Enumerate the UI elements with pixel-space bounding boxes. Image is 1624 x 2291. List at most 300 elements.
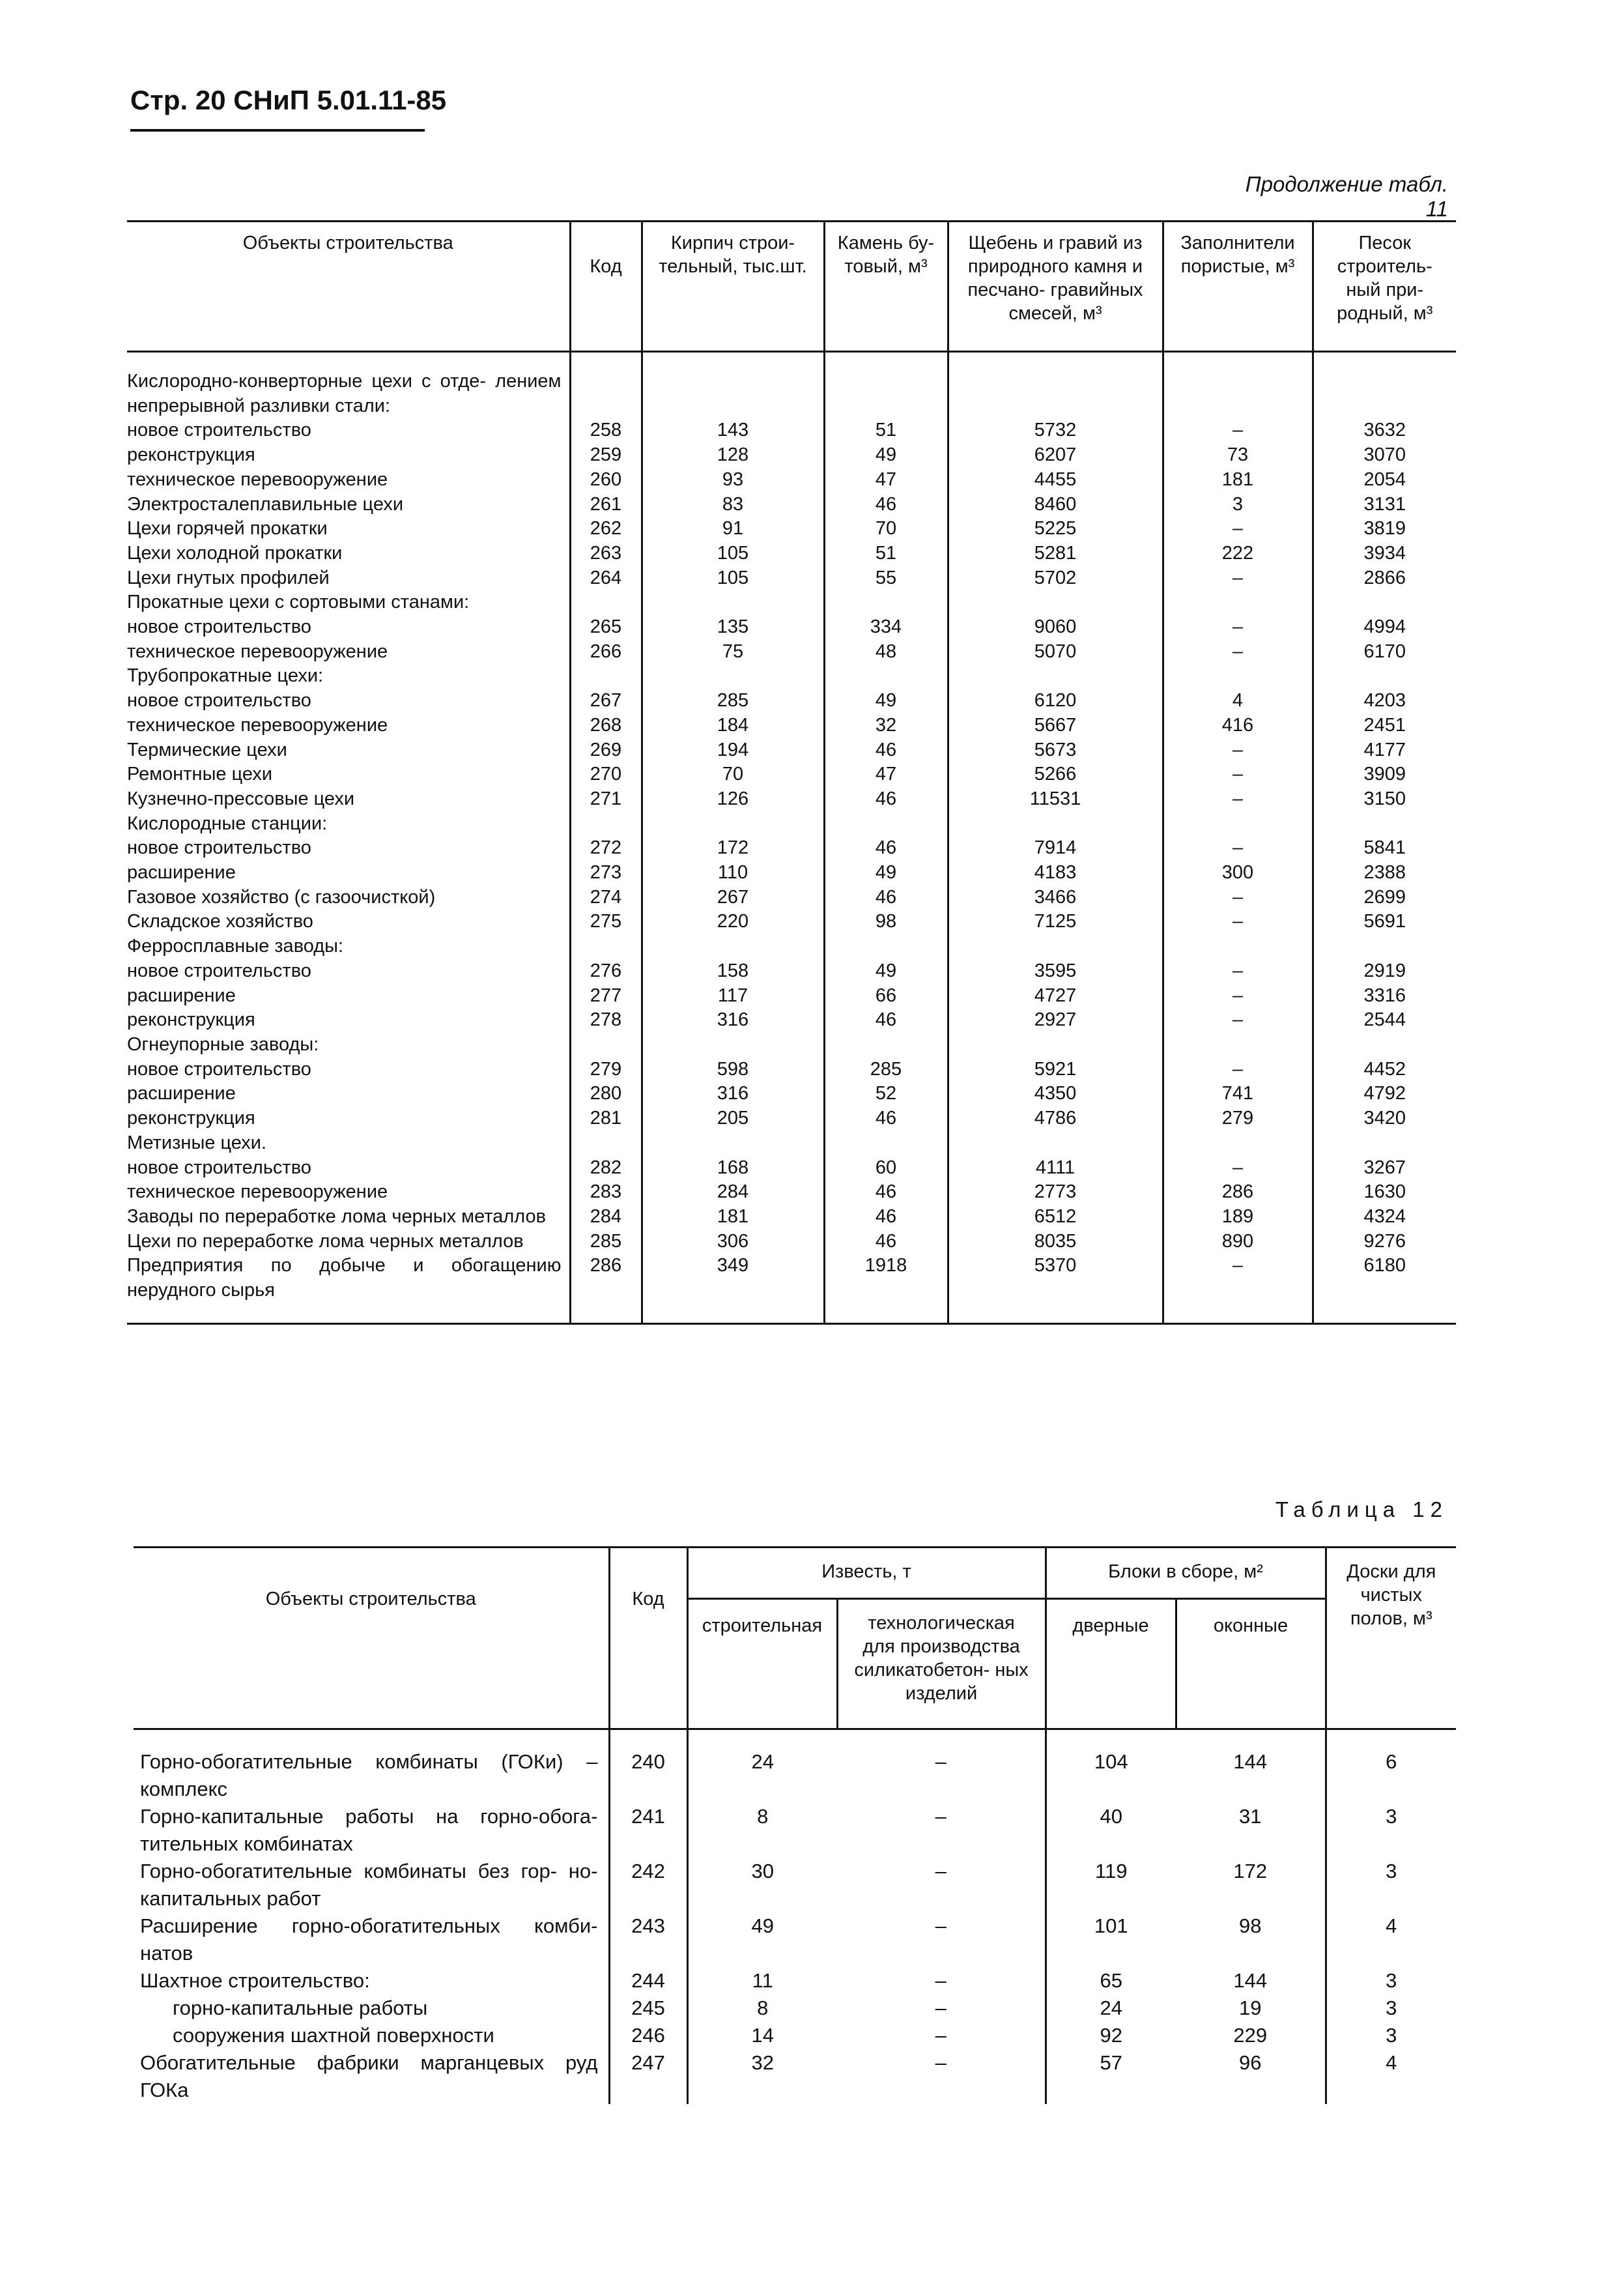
row-gravel xyxy=(948,1131,1163,1156)
row-gravel: 5673 xyxy=(948,738,1163,763)
header-rule xyxy=(130,129,425,132)
row-object-name: техническое перевооружение xyxy=(127,640,570,665)
row-gravel: 5702 xyxy=(948,566,1163,591)
row-lime_b: 49 xyxy=(751,1914,774,1937)
table-row xyxy=(127,886,1456,910)
row-brick: 316 xyxy=(642,1008,824,1033)
table-row xyxy=(127,787,1456,812)
row-gravel: 5921 xyxy=(948,1058,1163,1082)
table-row xyxy=(127,1106,1456,1131)
row-brick: 75 xyxy=(642,640,824,665)
row-sand: 9276 xyxy=(1363,1230,1406,1252)
row-lime_t: – xyxy=(837,1729,1046,1804)
row-stone: 66 xyxy=(824,984,948,1009)
table-row xyxy=(127,468,1456,493)
t12-col-lime-tech: технологическая для производства силикатобетон- ных изделий xyxy=(837,1599,1046,1729)
row-gravel: 4111 xyxy=(948,1156,1163,1181)
row-gravel: 4455 xyxy=(948,468,1163,493)
row-lime_b: 8 xyxy=(757,1805,769,1828)
table-row xyxy=(127,640,1456,665)
row-stone: 49 xyxy=(824,861,948,886)
row-object-name: Цехи холодной прокатки xyxy=(127,541,570,566)
row-gravel xyxy=(948,590,1163,615)
row-code: 266 xyxy=(570,640,642,665)
t12-col-blocks-door: дверные xyxy=(1046,1599,1176,1729)
row-boards: 3 xyxy=(1386,1996,1397,2019)
row-gravel: 11531 xyxy=(948,787,1163,812)
row-object-name: новое строительство xyxy=(127,1156,570,1181)
row-object-name: новое строительство xyxy=(127,418,570,443)
table-row xyxy=(127,443,1456,468)
table-row xyxy=(127,1254,1456,1303)
row-brick xyxy=(642,352,824,419)
row-brick: 598 xyxy=(642,1058,824,1082)
row-sand: 6180 xyxy=(1363,1255,1406,1276)
table-row xyxy=(134,1995,1456,2022)
row-gravel: 7125 xyxy=(948,910,1163,934)
row-code: 244 xyxy=(609,1967,687,1995)
padding-cell xyxy=(824,1303,948,1324)
table-row xyxy=(127,590,1456,615)
row-brick: 135 xyxy=(642,615,824,640)
row-gravel: 5070 xyxy=(948,640,1163,665)
row-object-name: Цехи гнутых профилей xyxy=(127,566,570,591)
row-object-name: Горно-обогатительные комбинаты без гор- но-капитальных работ xyxy=(134,1858,609,1912)
table-row xyxy=(127,664,1456,689)
t12-col-lime: Известь, т xyxy=(687,1548,1046,1599)
table12-header-row-1 xyxy=(134,1548,1456,1599)
row-stone: 51 xyxy=(824,418,948,443)
row-object-name: реконструкция xyxy=(127,443,570,468)
row-object-name: Шахтное строительство: xyxy=(134,1967,609,1995)
table-row xyxy=(127,910,1456,934)
row-stone: 52 xyxy=(824,1082,948,1106)
row-stone: 285 xyxy=(824,1058,948,1082)
row-sand: 3420 xyxy=(1363,1108,1406,1129)
t12-col-objects: Объекты строительства xyxy=(134,1548,609,1729)
row-object-name: новое строительство xyxy=(127,959,570,984)
row-stone: 49 xyxy=(824,959,948,984)
row-brick: 306 xyxy=(642,1230,824,1254)
row-filler: 286 xyxy=(1163,1180,1313,1205)
row-brick: 267 xyxy=(642,886,824,910)
table-row xyxy=(134,2022,1456,2049)
row-object-name: новое строительство xyxy=(127,836,570,861)
row-sand: 3131 xyxy=(1363,493,1406,515)
row-object-name: новое строительство xyxy=(127,615,570,640)
row-brick: 168 xyxy=(642,1156,824,1181)
table-row xyxy=(127,836,1456,861)
table-row xyxy=(127,934,1456,959)
row-window: 19 xyxy=(1176,1995,1326,2022)
table-row xyxy=(127,738,1456,763)
row-filler: 279 xyxy=(1163,1106,1313,1131)
row-brick: 194 xyxy=(642,738,824,763)
t12-col-lime-building: строительная xyxy=(687,1599,837,1729)
row-filler: – xyxy=(1163,959,1313,984)
row-filler: – xyxy=(1163,836,1313,861)
table-row xyxy=(127,1082,1456,1106)
row-door: 101 xyxy=(1094,1914,1128,1937)
row-code: 241 xyxy=(609,1803,687,1858)
row-brick: 220 xyxy=(642,910,824,934)
table-row xyxy=(127,984,1456,1009)
table-row xyxy=(127,689,1456,713)
t12-col-blocks: Блоки в сборе, м² xyxy=(1046,1548,1326,1599)
row-code: 286 xyxy=(570,1254,642,1303)
row-gravel: 3595 xyxy=(948,959,1163,984)
row-object-name: техническое перевооружение xyxy=(127,1180,570,1205)
row-brick: 316 xyxy=(642,1082,824,1106)
row-sand xyxy=(1313,1033,1456,1058)
row-stone: 1918 xyxy=(824,1254,948,1303)
table-row xyxy=(134,1729,1456,1804)
t11-col-stone: Камень бу- товый, м³ xyxy=(824,222,948,352)
row-sand: 3632 xyxy=(1363,420,1406,441)
row-object-name: Газовое хозяйство (с газоочисткой) xyxy=(127,886,570,910)
row-code: 247 xyxy=(609,2049,687,2104)
row-door: 119 xyxy=(1095,1860,1128,1882)
row-lime_t: – xyxy=(837,1858,1046,1912)
table-row xyxy=(127,615,1456,640)
table-row xyxy=(127,418,1456,443)
row-boards: 4 xyxy=(1386,1914,1397,1937)
row-object-name: Ремонтные цехи xyxy=(127,762,570,787)
row-window: 98 xyxy=(1176,1912,1326,1967)
row-code: 281 xyxy=(570,1106,642,1131)
row-stone: 98 xyxy=(824,910,948,934)
table-row xyxy=(127,1008,1456,1033)
table-bottom-padding xyxy=(127,1303,1456,1324)
row-brick xyxy=(642,1033,824,1058)
row-object-name: Огнеупорные заводы: xyxy=(127,1033,570,1058)
row-code: 245 xyxy=(609,1995,687,2022)
row-code: 285 xyxy=(570,1230,642,1254)
table-row xyxy=(127,1033,1456,1058)
row-boards: 3 xyxy=(1386,1969,1397,1992)
row-boards: 3 xyxy=(1386,1860,1397,1882)
row-stone: 46 xyxy=(824,1230,948,1254)
table-row xyxy=(127,861,1456,886)
row-stone: 46 xyxy=(824,1008,948,1033)
row-code: 275 xyxy=(570,910,642,934)
row-code: 283 xyxy=(570,1180,642,1205)
row-sand: 4203 xyxy=(1363,690,1406,712)
row-filler: – xyxy=(1163,910,1313,934)
row-object-name: Горно-капитальные работы на горно-обога- тительных комбинатах xyxy=(134,1803,609,1858)
row-brick: 70 xyxy=(642,762,824,787)
row-object-name: Заводы по переработке лома черных металлов xyxy=(127,1205,570,1230)
row-filler: 890 xyxy=(1163,1230,1313,1254)
row-stone: 49 xyxy=(824,689,948,713)
row-code: 279 xyxy=(570,1058,642,1082)
row-sand: 4994 xyxy=(1363,616,1406,638)
row-code: 273 xyxy=(570,861,642,886)
row-object-name: Предприятия по добыче и обогащению нерудного сырья xyxy=(127,1254,570,1303)
row-door: 24 xyxy=(1100,1996,1122,2019)
row-sand: 1630 xyxy=(1363,1181,1406,1203)
t12-col-code: Код xyxy=(609,1548,687,1729)
row-filler: – xyxy=(1163,1254,1313,1303)
row-code: 272 xyxy=(570,836,642,861)
row-object-name: расширение xyxy=(127,1082,570,1106)
row-brick: 172 xyxy=(642,836,824,861)
row-filler: – xyxy=(1163,418,1313,443)
row-object-name: Ферросплавные заводы: xyxy=(127,934,570,959)
row-gravel: 5667 xyxy=(948,713,1163,738)
table-row xyxy=(127,493,1456,517)
row-sand: 4792 xyxy=(1363,1083,1406,1104)
row-sand: 2919 xyxy=(1363,960,1406,981)
row-code: 280 xyxy=(570,1082,642,1106)
row-boards: 3 xyxy=(1386,1805,1397,1828)
row-brick xyxy=(642,812,824,837)
row-brick: 285 xyxy=(642,689,824,713)
row-sand: 5841 xyxy=(1363,837,1406,859)
t11-col-gravel: Щебень и гравий из природного камня и песчано- гравийных смесей, м³ xyxy=(948,222,1163,352)
padding-cell xyxy=(948,1303,1163,1324)
row-gravel: 6512 xyxy=(948,1205,1163,1230)
row-filler xyxy=(1163,352,1313,419)
table-row xyxy=(134,1803,1456,1858)
row-boards: 3 xyxy=(1386,2024,1397,2047)
row-stone xyxy=(824,590,948,615)
row-sand: 2054 xyxy=(1363,468,1406,490)
row-filler xyxy=(1163,812,1313,837)
row-stone xyxy=(824,1033,948,1058)
row-stone xyxy=(824,1131,948,1156)
row-window: 144 xyxy=(1176,1967,1326,1995)
padding-cell xyxy=(127,1303,570,1324)
row-brick: 128 xyxy=(642,443,824,468)
row-gravel: 5266 xyxy=(948,762,1163,787)
table11-header-row xyxy=(127,222,1456,352)
row-code xyxy=(570,590,642,615)
row-brick: 205 xyxy=(642,1106,824,1131)
row-code: 269 xyxy=(570,738,642,763)
row-brick: 143 xyxy=(642,418,824,443)
table-row xyxy=(127,566,1456,591)
row-filler: – xyxy=(1163,566,1313,591)
row-gravel: 2927 xyxy=(948,1008,1163,1033)
page-header: Стр. 20 СНиП 5.01.11-85 xyxy=(130,85,447,115)
row-brick: 284 xyxy=(642,1180,824,1205)
padding-cell xyxy=(1163,1303,1313,1324)
row-object-name: горно-капитальные работы xyxy=(134,1995,609,2022)
row-brick: 83 xyxy=(642,493,824,517)
table-row xyxy=(127,1131,1456,1156)
row-filler xyxy=(1163,664,1313,689)
row-stone: 46 xyxy=(824,886,948,910)
row-door: 57 xyxy=(1100,2051,1122,2074)
row-lime_b: 8 xyxy=(757,1996,769,2019)
row-object-name: новое строительство xyxy=(127,689,570,713)
row-sand: 3316 xyxy=(1363,985,1406,1006)
row-code: 261 xyxy=(570,493,642,517)
row-lime_t: – xyxy=(837,1803,1046,1858)
row-filler: 73 xyxy=(1163,443,1313,468)
table-12 xyxy=(134,1546,1456,2104)
row-code xyxy=(570,664,642,689)
row-lime_t: – xyxy=(837,2049,1046,2104)
row-object-name: сооружения шахтной поверхности xyxy=(134,2022,609,2049)
row-code: 268 xyxy=(570,713,642,738)
row-brick: 91 xyxy=(642,517,824,541)
row-object-name: Термические цехи xyxy=(127,738,570,763)
row-stone: 46 xyxy=(824,1205,948,1230)
row-stone: 46 xyxy=(824,738,948,763)
row-object-name: Обогатительные фабрики марганцевых руд ГОКа xyxy=(134,2049,609,2104)
row-object-name: Трубопрокатные цехи: xyxy=(127,664,570,689)
row-code: 265 xyxy=(570,615,642,640)
padding-cell xyxy=(1313,1303,1456,1324)
row-code: 277 xyxy=(570,984,642,1009)
row-stone xyxy=(824,934,948,959)
row-stone: 46 xyxy=(824,1106,948,1131)
row-sand xyxy=(1313,590,1456,615)
row-code: 274 xyxy=(570,886,642,910)
row-filler xyxy=(1163,1131,1313,1156)
table-row xyxy=(127,812,1456,837)
row-filler: – xyxy=(1163,1008,1313,1033)
row-brick xyxy=(642,934,824,959)
row-stone: 60 xyxy=(824,1156,948,1181)
row-stone: 46 xyxy=(824,787,948,812)
row-filler: 181 xyxy=(1163,468,1313,493)
row-sand: 2699 xyxy=(1363,886,1406,908)
row-object-name: Кислородные станции: xyxy=(127,812,570,837)
table-row xyxy=(134,1912,1456,1967)
row-sand xyxy=(1313,664,1456,689)
row-object-name: Кузнечно-прессовые цехи xyxy=(127,787,570,812)
table-row xyxy=(134,2049,1456,2104)
row-code xyxy=(570,1033,642,1058)
row-filler: – xyxy=(1163,640,1313,665)
row-code: 267 xyxy=(570,689,642,713)
row-code: 270 xyxy=(570,762,642,787)
row-gravel xyxy=(948,934,1163,959)
row-code: 276 xyxy=(570,959,642,984)
row-brick: 184 xyxy=(642,713,824,738)
row-lime_t: – xyxy=(837,1967,1046,1995)
row-sand: 2544 xyxy=(1363,1009,1406,1031)
row-gravel: 2773 xyxy=(948,1180,1163,1205)
row-filler xyxy=(1163,934,1313,959)
row-stone xyxy=(824,664,948,689)
row-code xyxy=(570,352,642,419)
t11-col-filler: Заполнители пористые, м³ xyxy=(1163,222,1313,352)
row-sand xyxy=(1313,1131,1456,1156)
row-sand xyxy=(1313,812,1456,837)
row-stone xyxy=(824,812,948,837)
row-filler: – xyxy=(1163,787,1313,812)
row-lime_t: – xyxy=(837,1912,1046,1967)
row-sand xyxy=(1313,352,1456,419)
row-code: 258 xyxy=(570,418,642,443)
row-window: 144 xyxy=(1176,1729,1326,1804)
row-brick: 110 xyxy=(642,861,824,886)
row-gravel: 5370 xyxy=(948,1254,1163,1303)
row-filler: – xyxy=(1163,984,1313,1009)
table-row xyxy=(127,1180,1456,1205)
row-sand: 2451 xyxy=(1363,714,1406,736)
row-sand: 3819 xyxy=(1363,518,1406,540)
row-object-name: расширение xyxy=(127,984,570,1009)
row-brick: 93 xyxy=(642,468,824,493)
row-object-name: Цехи горячей прокатки xyxy=(127,517,570,541)
row-sand: 4324 xyxy=(1363,1205,1406,1227)
row-stone: 51 xyxy=(824,541,948,566)
row-filler: 741 xyxy=(1163,1082,1313,1106)
row-gravel xyxy=(948,812,1163,837)
row-filler xyxy=(1163,590,1313,615)
row-object-name: техническое перевооружение xyxy=(127,713,570,738)
row-lime_b: 32 xyxy=(751,2051,774,2074)
table-11 xyxy=(127,220,1456,1325)
row-code: 243 xyxy=(609,1912,687,1967)
row-code: 260 xyxy=(570,468,642,493)
row-brick: 105 xyxy=(642,541,824,566)
row-gravel: 4727 xyxy=(948,984,1163,1009)
row-gravel: 5225 xyxy=(948,517,1163,541)
t12-col-blocks-window: оконные xyxy=(1176,1599,1326,1729)
row-brick: 158 xyxy=(642,959,824,984)
row-stone: 46 xyxy=(824,1180,948,1205)
table-row xyxy=(127,352,1456,419)
t12-col-boards: Доски для чистых полов, м³ xyxy=(1326,1548,1456,1729)
row-code: 282 xyxy=(570,1156,642,1181)
row-stone: 47 xyxy=(824,762,948,787)
row-brick: 126 xyxy=(642,787,824,812)
table-row xyxy=(127,959,1456,984)
row-sand: 3070 xyxy=(1363,444,1406,466)
row-sand: 2866 xyxy=(1363,567,1406,588)
row-object-name: расширение xyxy=(127,861,570,886)
row-object-name: реконструкция xyxy=(127,1106,570,1131)
row-code: 278 xyxy=(570,1008,642,1033)
row-gravel: 5732 xyxy=(948,418,1163,443)
row-window: 96 xyxy=(1176,2049,1326,2104)
row-filler xyxy=(1163,1033,1313,1058)
row-filler: 189 xyxy=(1163,1205,1313,1230)
row-object-name: Метизные цехи. xyxy=(127,1131,570,1156)
row-lime_b: 24 xyxy=(751,1750,774,1773)
table-row xyxy=(127,517,1456,541)
table-row xyxy=(127,713,1456,738)
row-code xyxy=(570,934,642,959)
row-brick: 181 xyxy=(642,1205,824,1230)
row-gravel: 3466 xyxy=(948,886,1163,910)
row-filler: 3 xyxy=(1163,493,1313,517)
row-lime_t: – xyxy=(837,2022,1046,2049)
row-object-name: Складское хозяйство xyxy=(127,910,570,934)
row-window: 172 xyxy=(1176,1858,1326,1912)
row-gravel: 7914 xyxy=(948,836,1163,861)
padding-cell xyxy=(570,1303,642,1324)
row-stone: 49 xyxy=(824,443,948,468)
t11-col-code: Код xyxy=(570,222,642,352)
t11-col-sand: Песок строитель- ный при- родный, м³ xyxy=(1313,222,1456,352)
row-boards: 6 xyxy=(1386,1750,1397,1773)
table-row xyxy=(127,1058,1456,1082)
table11-continuation-label: Продолжение табл. 11 xyxy=(1245,172,1448,221)
row-door: 40 xyxy=(1100,1805,1122,1828)
row-gravel: 8460 xyxy=(948,493,1163,517)
row-sand: 3150 xyxy=(1363,788,1406,809)
row-stone: 55 xyxy=(824,566,948,591)
row-filler: 222 xyxy=(1163,541,1313,566)
row-gravel: 6120 xyxy=(948,689,1163,713)
